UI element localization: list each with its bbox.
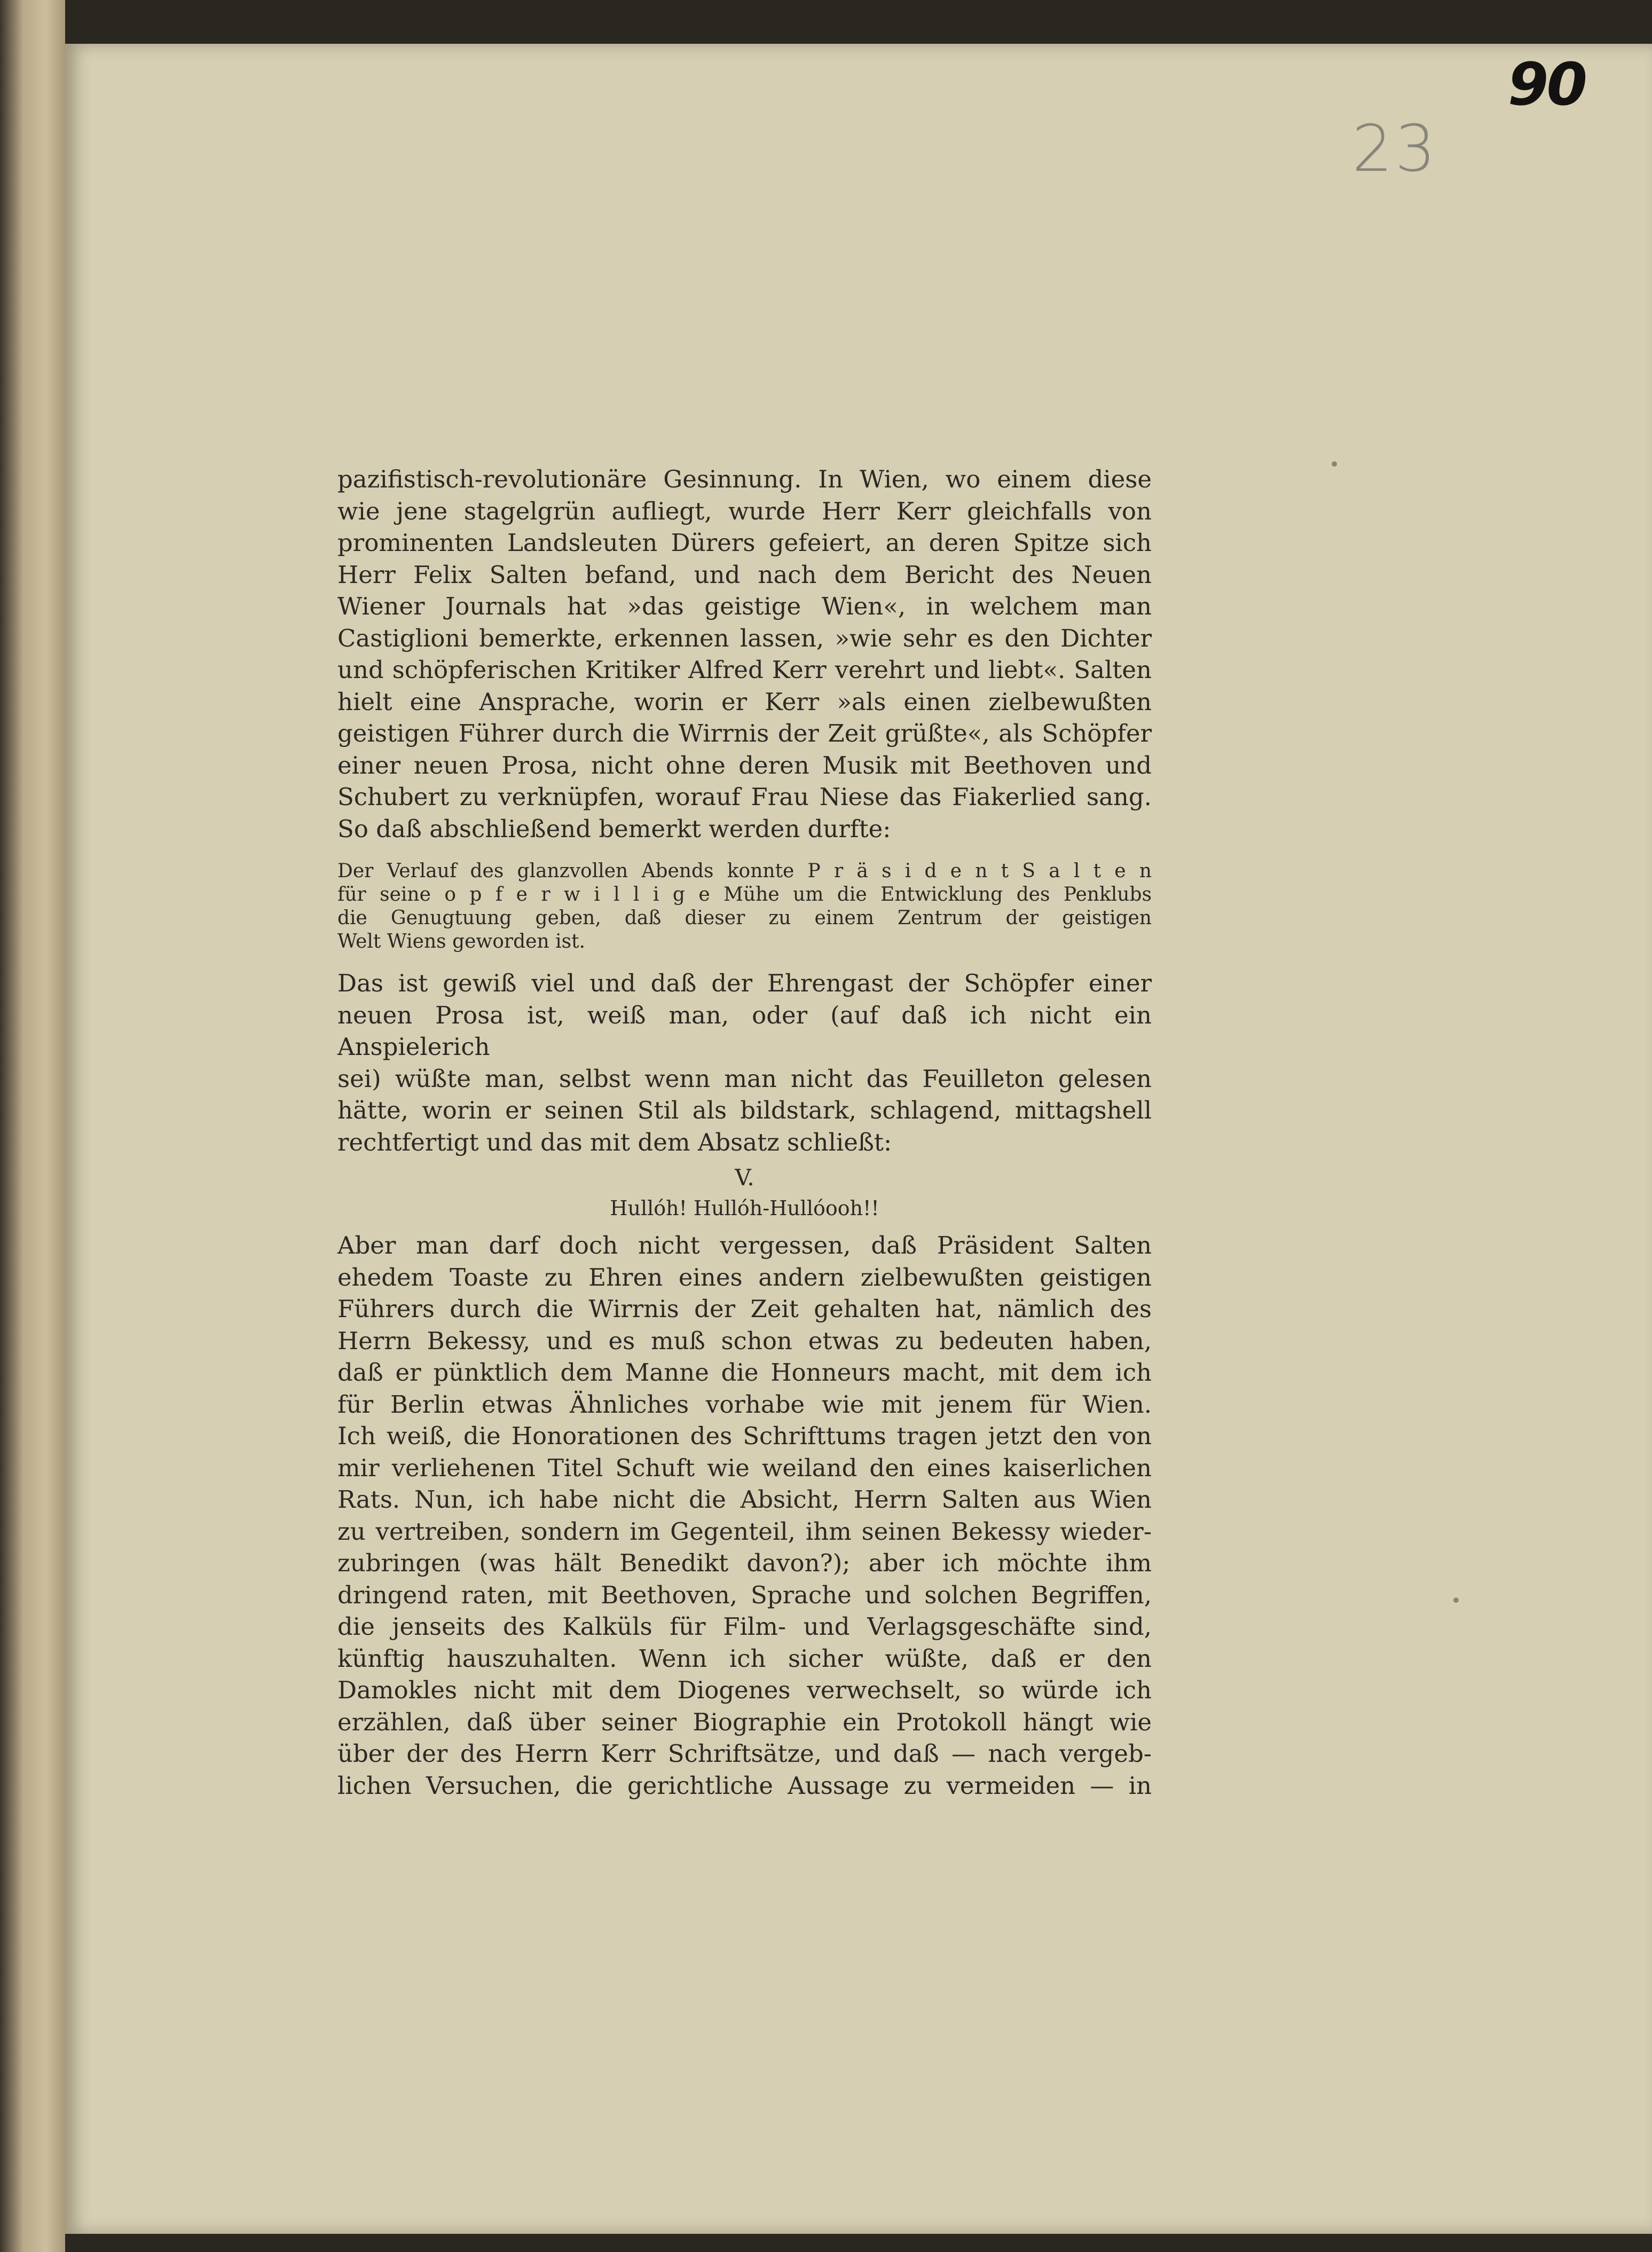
text-line: und schöpferischen Kritiker Alfred Kerr verehrt und liebt«. Salten (337, 656, 1152, 684)
text-line: für Berlin etwas Ähnliches vorhabe wie mit jenem für Wien. (337, 1390, 1152, 1419)
paragraph-1 (337, 463, 1152, 845)
page-number: 90 (1507, 50, 1585, 119)
text-line: Rats. Nun, ich habe nicht die Absicht, Herrn Salten aus Wien (337, 1485, 1152, 1514)
text-line: geistigen Führer durch die Wirrnis der Zeit grüßte«, als Schöpfer (337, 719, 1152, 747)
text-line: Damokles nicht mit dem Diogenes verwechselt, so würde ich (337, 1676, 1152, 1704)
text-line: neuen Prosa ist, weiß man, oder (auf daß ich nicht ein Anspielerich (337, 1001, 1152, 1061)
left-page-edge (0, 0, 65, 2252)
text-line: rechtfertigt und das mit dem Absatz schließt: (337, 1128, 892, 1156)
text-line: erzählen, daß über seiner Biographie ein Protokoll hängt wie (337, 1707, 1152, 1736)
text-line: prominenten Landsleuten Dürers gefeiert, an deren Spitze sich (337, 529, 1152, 557)
quote-line: die Genugtuung geben, daß dieser zu einem Zentrum der geistigen (337, 907, 1152, 929)
text-line: pazifistisch-revolutionäre Gesinnung. In Wien, wo einem diese (337, 465, 1152, 493)
text-line: So daß abschließend bemerkt werden durfte: (337, 814, 891, 843)
text-line: mir verliehenen Titel Schuft wie weiland den eines kaiserlichen (337, 1453, 1152, 1482)
text-line: über der des Herrn Kerr Schriftsätze, und daß — nach vergeb- (337, 1739, 1152, 1768)
section-heading: V. (735, 1164, 754, 1191)
paper-speck (1332, 461, 1337, 467)
text-line: Führers durch die Wirrnis der Zeit gehalten hat, nämlich des (337, 1295, 1152, 1323)
section-subheading: Hullóh! Hullóh-Hullóooh!! (610, 1196, 879, 1220)
text-line: Wiener Journals hat »das geistige Wien«, in welchem man (337, 592, 1152, 620)
text-line: Schubert zu verknüpfen, worauf Frau Niese das Fiakerlied sang. (337, 783, 1152, 811)
quote-line: Welt Wiens geworden ist. (337, 931, 586, 952)
pencil-annotation: 23 (1352, 112, 1438, 186)
text-line: ehedem Toaste zu Ehren eines andern zielbewußten geistigen (337, 1263, 1152, 1292)
paragraph-2 (337, 967, 1152, 1158)
text-line: wie jene stagelgrün aufliegt, wurde Herr Kerr gleichfalls von (337, 497, 1152, 525)
text-line: daß er pünktlich dem Manne die Honneurs macht, mit dem ich (337, 1358, 1152, 1387)
text-line: künftig hauszuhalten. Wenn ich sicher wüßte, daß er den (337, 1644, 1152, 1673)
text-line: dringend raten, mit Beethoven, Sprache und solchen Begriffen, (337, 1580, 1152, 1609)
paper-speck (1453, 1597, 1459, 1603)
text-line: zubringen (was hält Benedikt davon?); aber ich möchte ihm (337, 1549, 1152, 1577)
text-line: sei) wüßte man, selbst wenn man nicht das Feuilleton gelesen (337, 1064, 1152, 1093)
text-line: lichen Versuchen, die gerichtliche Aussage zu vermeiden — in (337, 1771, 1152, 1800)
text-line: Aber man darf doch nicht vergessen, daß Präsident Salten (337, 1231, 1152, 1259)
text-line: einer neuen Prosa, nicht ohne deren Musik mit Beethoven und (337, 751, 1152, 779)
block-quote (337, 860, 1152, 954)
text-line: Ich weiß, die Honorationen des Schrifttums tragen jetzt den von (337, 1422, 1152, 1450)
body-text (337, 463, 1152, 1801)
text-line: Castiglioni bemerkte, erkennen lassen, »wie sehr es den Dichter (337, 624, 1152, 652)
paragraph-3 (337, 1230, 1152, 1801)
quote-line: Der Verlauf des glanzvollen Abends konnte P r ä s i d e n t S a l t e n (337, 860, 1152, 882)
quote-line: für seine o p f e r w i l l i g e Mühe um die Entwicklung des Penklubs (337, 884, 1152, 905)
text-line: Herr Felix Salten befand, und nach dem Bericht des Neuen (337, 560, 1152, 589)
text-line: hielt eine Ansprache, worin er Kerr »als einen zielbewußten (337, 687, 1152, 716)
text-line: zu vertreiben, sondern im Gegenteil, ihm seinen Bekessy wieder- (337, 1517, 1152, 1546)
text-line: Das ist gewiß viel und daß der Ehrengast der Schöpfer einer (337, 969, 1152, 997)
text-line: Herrn Bekessy, und es muß schon etwas zu bedeuten haben, (337, 1326, 1152, 1355)
text-line: hätte, worin er seinen Stil als bildstark, schlagend, mittagshell (337, 1096, 1152, 1124)
text-line: die jenseits des Kalküls für Film- und Verlagsgeschäfte sind, (337, 1612, 1152, 1641)
